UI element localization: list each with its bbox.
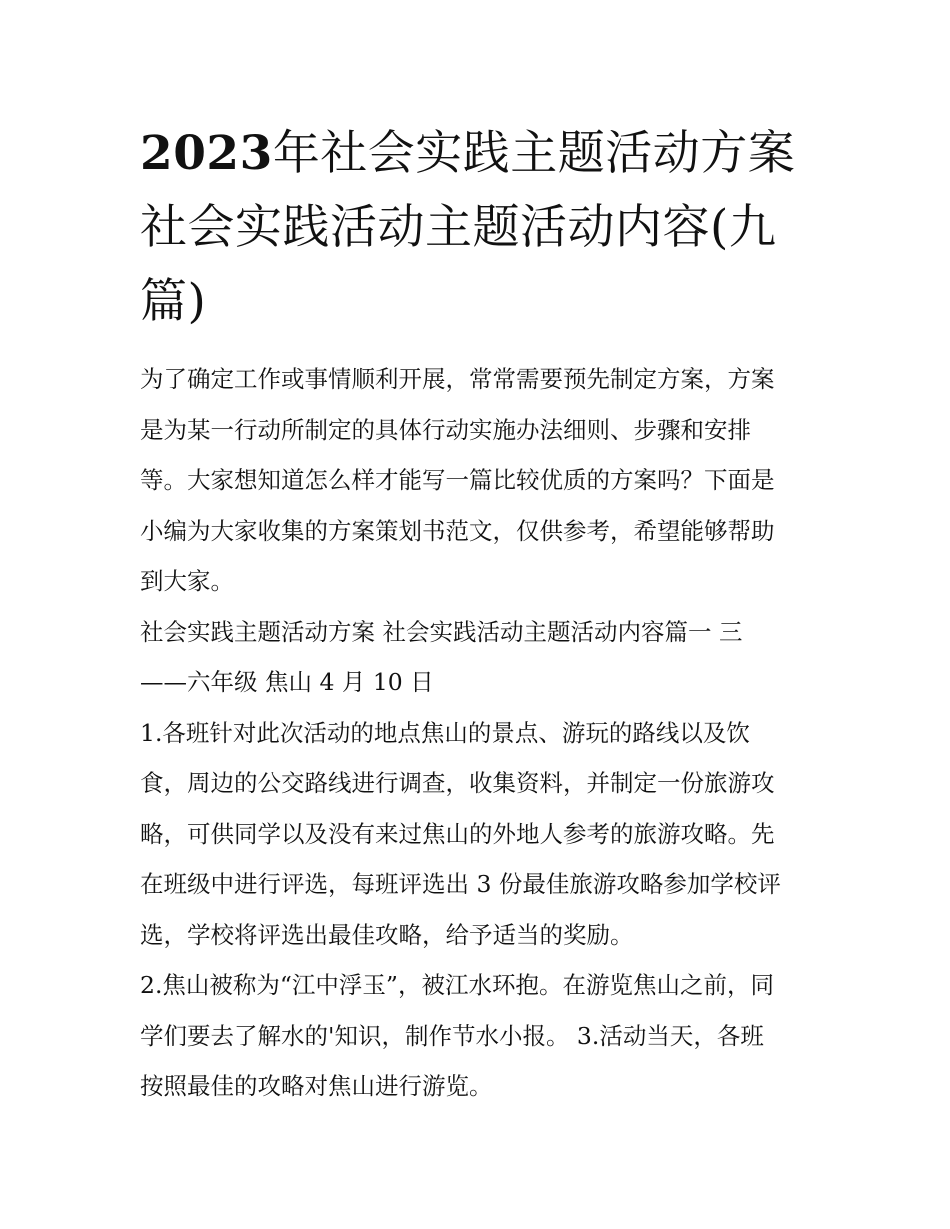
document-body (140, 354, 820, 1112)
intro-line: 为了确定工作或事情顺利开展，常常需要预先制定方案，方案 (140, 365, 775, 393)
title-year: 2023 (140, 126, 273, 181)
item-1-line: 食，周边的公交路线进行调查，收集资料，并制定一份旅游攻 (140, 769, 775, 797)
item-2-line: 2.焦山被称为“江中浮玉”，被江水环抱。在游览焦山之前，同 (140, 971, 774, 999)
intro-line: 等。大家想知道怎么样才能写一篇比较优质的方案吗？下面是 (140, 466, 775, 494)
section-heading-line: 社会实践主题活动方案 社会实践活动主题活动内容篇一 三 (140, 617, 743, 646)
title-line-1 (140, 117, 820, 191)
section-heading (140, 607, 820, 708)
item-1-line: 在班级中进行评选，每班评选出 3 份最佳旅游攻略参加学校评 (140, 870, 781, 898)
document-title (140, 117, 820, 339)
intro-line: 是为某一行动所制定的具体行动实施办法细则、步骤和安排 (140, 415, 751, 444)
title-line-2: 社会实践活动主题活动内容(九 (140, 200, 777, 255)
intro-line: 到大家。 (140, 567, 234, 595)
section-heading-line: ——六年级 焦山 4 月 10 日 (140, 668, 434, 696)
item-1-line: 略，可供同学以及没有来过焦山的外地人参考的旅游攻略。先 (140, 819, 775, 848)
title-line-1-text: 年社会实践主题活动方案 (272, 126, 796, 181)
item-1-line: 选，学校将评选出最佳攻略，给予适当的奖励。 (140, 920, 634, 949)
item-1-line: 1.各班针对此次活动的地点焦山的景点、游玩的路线以及饮 (140, 718, 750, 747)
intro-paragraph (140, 354, 820, 607)
item-1-paragraph (140, 708, 820, 961)
item-2-paragraph (140, 960, 820, 1112)
item-2-line: 按照最佳的攻略对焦山进行游览。 (140, 1072, 493, 1100)
intro-line: 小编为大家收集的方案策划书范文，仅供参考，希望能够帮助 (140, 516, 775, 545)
item-2-line: 学们要去了解水的'知识，制作节水小报。 3.活动当天，各班 (140, 1021, 764, 1050)
title-line-3: 篇) (140, 274, 207, 329)
